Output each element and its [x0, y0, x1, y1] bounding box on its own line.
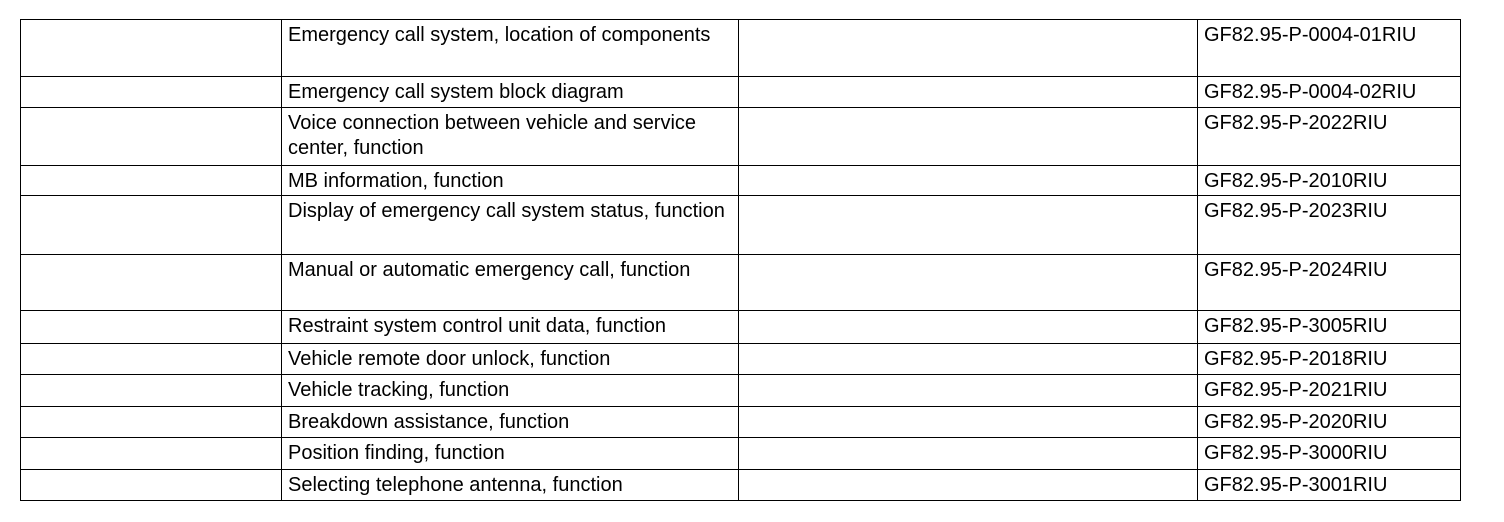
document-title: Breakdown assistance, function [282, 407, 739, 438]
empty-cell [739, 438, 1198, 470]
document-title: Restraint system control unit data, function [282, 311, 739, 344]
table-row [21, 438, 1461, 470]
document-reference-link[interactable]: GF82.95-P-2010RIU [1198, 166, 1461, 196]
document-title: Manual or automatic emergency call, function [282, 255, 739, 311]
empty-cell [739, 108, 1198, 166]
empty-cell [21, 375, 282, 407]
document-reference-link[interactable]: GF82.95-P-2021RIU [1198, 375, 1461, 407]
table-row [21, 375, 1461, 407]
empty-cell [739, 20, 1198, 77]
document-reference-link[interactable]: GF82.95-P-3000RIU [1198, 438, 1461, 470]
table-row [21, 407, 1461, 438]
empty-cell [739, 375, 1198, 407]
document-reference-link[interactable]: GF82.95-P-0004-02RIU [1198, 77, 1461, 108]
document-reference-link[interactable]: GF82.95-P-2023RIU [1198, 196, 1461, 255]
document-reference-link[interactable]: GF82.95-P-0004-01RIU [1198, 20, 1461, 77]
empty-cell [21, 255, 282, 311]
empty-cell [21, 196, 282, 255]
table-row [21, 108, 1461, 166]
table-row [21, 166, 1461, 196]
table-row [21, 255, 1461, 311]
document-reference-link[interactable]: GF82.95-P-2022RIU [1198, 108, 1461, 166]
empty-cell [739, 196, 1198, 255]
table-row [21, 20, 1461, 77]
document-title: MB information, function [282, 166, 739, 196]
empty-cell [21, 344, 282, 375]
empty-cell [21, 438, 282, 470]
empty-cell [739, 311, 1198, 344]
empty-cell [21, 77, 282, 108]
empty-cell [739, 255, 1198, 311]
table-row [21, 311, 1461, 344]
table-row [21, 196, 1461, 255]
document-title: Emergency call system block diagram [282, 77, 739, 108]
table-row [21, 77, 1461, 108]
document-title: Vehicle remote door unlock, function [282, 344, 739, 375]
document-reference-link[interactable]: GF82.95-P-2018RIU [1198, 344, 1461, 375]
document-title: Voice connection between vehicle and service center, function [282, 108, 739, 166]
empty-cell [21, 166, 282, 196]
document-reference-link[interactable]: GF82.95-P-3005RIU [1198, 311, 1461, 344]
document-reference-link[interactable]: GF82.95-P-3001RIU [1198, 470, 1461, 501]
document-title: Selecting telephone antenna, function [282, 470, 739, 501]
document-reference-table [20, 19, 1461, 501]
document-reference-link[interactable]: GF82.95-P-2020RIU [1198, 407, 1461, 438]
empty-cell [21, 108, 282, 166]
empty-cell [739, 470, 1198, 501]
empty-cell [739, 344, 1198, 375]
table-row [21, 470, 1461, 501]
empty-cell [739, 166, 1198, 196]
empty-cell [21, 311, 282, 344]
document-title: Position finding, function [282, 438, 739, 470]
document-reference-link[interactable]: GF82.95-P-2024RIU [1198, 255, 1461, 311]
document-title: Emergency call system, location of components [282, 20, 739, 77]
table-row [21, 344, 1461, 375]
empty-cell [21, 470, 282, 501]
document-title: Vehicle tracking, function [282, 375, 739, 407]
empty-cell [21, 20, 282, 77]
document-title: Display of emergency call system status, function [282, 196, 739, 255]
empty-cell [739, 407, 1198, 438]
empty-cell [21, 407, 282, 438]
empty-cell [739, 77, 1198, 108]
